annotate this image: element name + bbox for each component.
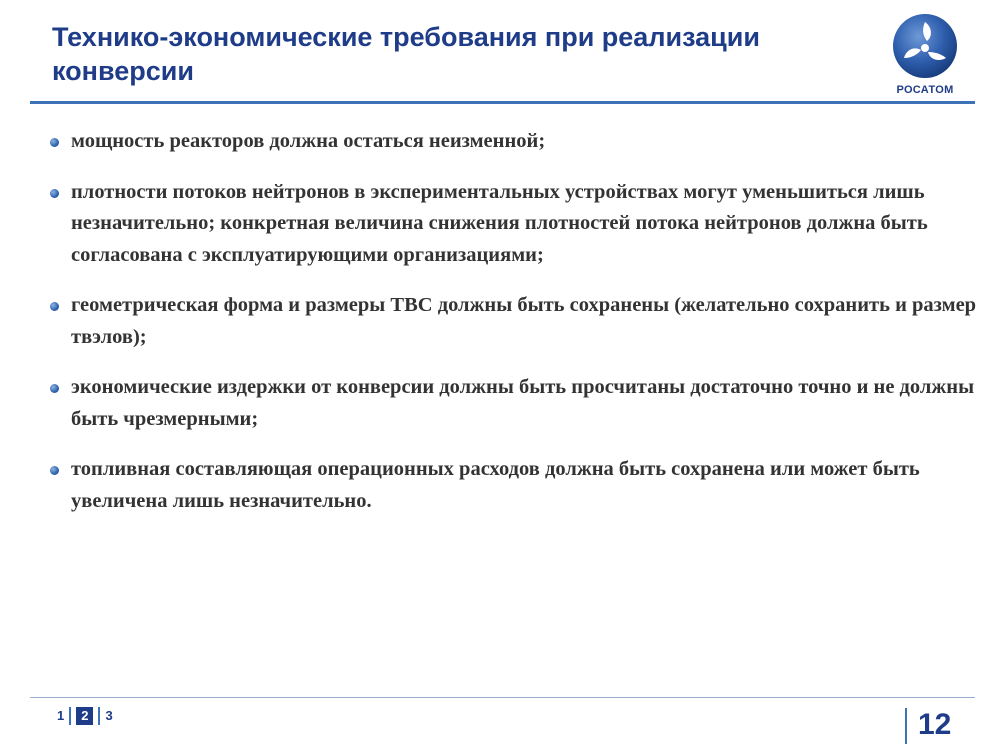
pager-item-1[interactable]: 1 <box>57 708 65 723</box>
bullet-text: мощность реакторов должна остаться неизменной; <box>71 130 546 152</box>
bullet-icon <box>50 466 59 475</box>
pager-separator <box>69 707 71 725</box>
rosatom-logo-icon <box>891 12 959 80</box>
bullet-item <box>50 290 980 353</box>
page-number-separator <box>905 708 907 744</box>
bullet-item <box>50 126 980 158</box>
slide-title: Технико-экономические требования при реализации конверсии <box>52 22 760 86</box>
bullet-item <box>50 454 980 517</box>
pager-separator <box>98 707 100 725</box>
footer-divider <box>30 697 975 698</box>
bullet-text: экономические издержки от конверсии должны быть просчитаны достаточно точно и не должны быть чрезмерными; <box>71 376 975 430</box>
bullet-item <box>50 372 980 435</box>
logo-text: РОСАТОМ <box>896 84 954 96</box>
pager-item-2[interactable]: 2 <box>76 707 93 725</box>
rosatom-logo <box>880 10 970 100</box>
bullet-icon <box>50 138 59 147</box>
bullet-item <box>50 177 980 272</box>
bullet-list <box>50 126 980 536</box>
bullet-icon <box>50 384 59 393</box>
bullet-icon <box>50 189 59 198</box>
bullet-icon <box>50 302 59 311</box>
section-pager <box>57 706 113 726</box>
bullet-text: топливная составляющая операционных расходов должна быть сохранена или может быть увеличена лишь незначительно. <box>71 458 920 512</box>
bullet-text: геометрическая форма и размеры ТВС должны быть сохранены (желательно сохранить и размер твэлов); <box>71 294 977 348</box>
bullet-text: плотности потоков нейтронов в экспериментальных устройствах могут уменьшиться лишь незначительно; конкретная величина снижения плотностей потока нейтронов должна быть согласована с эксплуатирующими организациями; <box>71 180 928 266</box>
page-number: 12 <box>918 708 952 741</box>
title-divider <box>30 101 975 104</box>
pager-item-3[interactable]: 3 <box>105 708 113 723</box>
